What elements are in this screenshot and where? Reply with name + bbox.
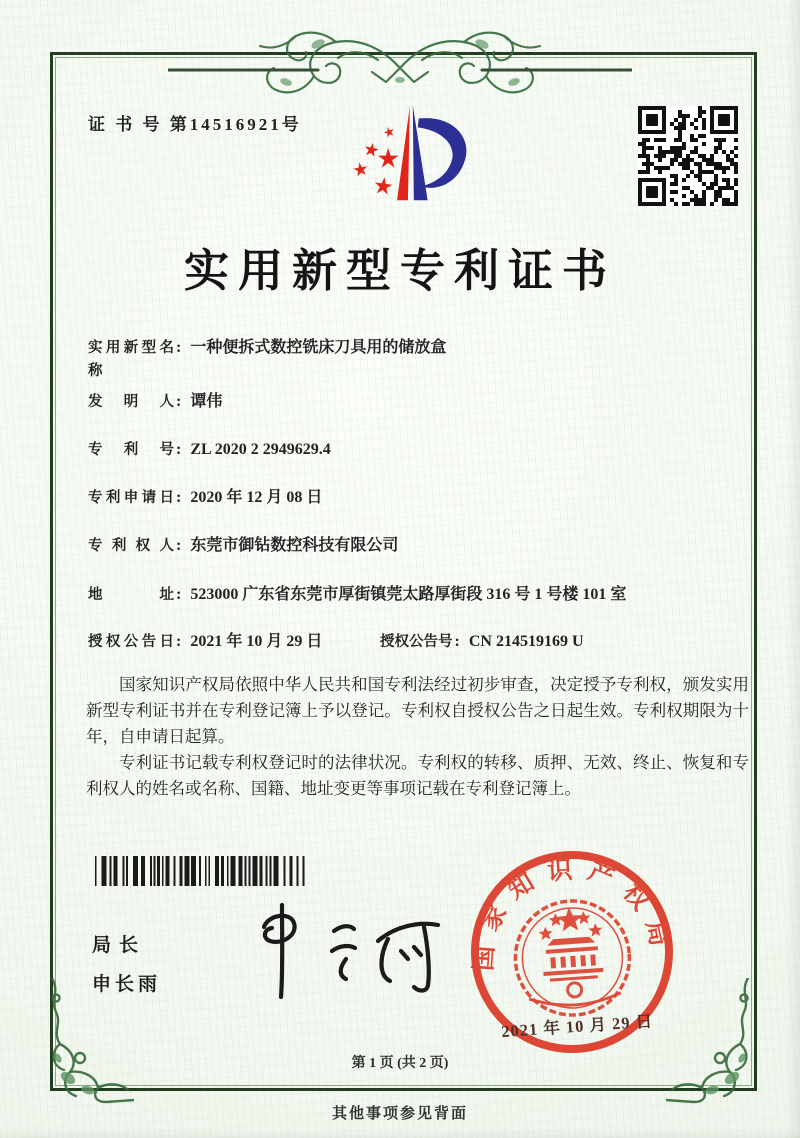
legal-statement — [86, 672, 749, 802]
field-label: 地址 — [88, 587, 174, 603]
field-value: 2020 年 12 月 08 日 — [190, 489, 323, 506]
field-inventor — [88, 390, 222, 414]
commissioner-title: 局长 — [92, 935, 147, 956]
field-grant-date-and-number — [88, 630, 750, 654]
field-colon: : — [176, 633, 182, 650]
qr-code-icon — [638, 106, 738, 206]
field-label: 授权公告日 — [88, 634, 174, 650]
field-grant-number — [380, 630, 584, 654]
field-label: 专利号 — [88, 442, 174, 458]
field-value: 谭伟 — [190, 393, 223, 410]
field-value: 523000 广东省东莞市厚街镇莞太路厚街段 316 号 1 号楼 101 室 — [190, 586, 627, 603]
cnipa-patent-logo-icon — [328, 90, 476, 218]
seal-date: 2021 年 10 月 29 日 — [500, 1011, 654, 1042]
field-value: 东莞市御钻数控科技有限公司 — [190, 537, 399, 554]
commissioner-name: 申长雨 — [92, 974, 162, 995]
seal-agency-text: 国家知识产权局 — [470, 856, 676, 972]
field-colon: : — [454, 633, 460, 650]
barcode-icon — [95, 856, 311, 886]
field-filing-date — [88, 486, 322, 510]
handwritten-signature-icon — [238, 893, 448, 1011]
field-colon: : — [176, 393, 182, 410]
field-label: 专利权人 — [88, 538, 174, 554]
field-colon: : — [176, 489, 182, 506]
page-number: 第 1 页 (共 2 页) — [351, 1056, 449, 1071]
field-patent-number — [88, 438, 331, 462]
field-label: 发明人 — [88, 394, 174, 410]
certificate-title: 实用新型专利证书 — [183, 246, 616, 296]
field-colon: : — [176, 537, 182, 554]
cnipa-red-seal-icon — [455, 839, 689, 1066]
legal-paragraph: 国家知识产权局依照中华人民共和国专利法经过初步审查，决定授予专利权，颁发实用新型专利证书并在专利登记簿上予以登记。专利权自授权公告之日起生效。专利权期限为十年，自申请日起算。 — [86, 675, 749, 746]
back-side-note: 其他事项参见背面 — [331, 1106, 468, 1122]
field-label: 实用新型名称 — [88, 340, 174, 379]
field-address — [88, 583, 626, 607]
field-value: ZL 2020 2 2949629.4 — [190, 441, 331, 458]
certificate-number: 证 书 号 第14516921号 — [88, 115, 302, 134]
field-patentee — [88, 534, 398, 558]
bottom-left-flourish-ornament-icon — [22, 978, 134, 1104]
field-value: 一种便拆式数控铣床刀具用的储放盒 — [190, 339, 447, 356]
field-colon: : — [176, 339, 182, 356]
field-colon: : — [176, 586, 182, 603]
field-label: 专利申请日 — [88, 490, 174, 506]
field-utility-model-name — [88, 336, 446, 383]
field-value: 2021 年 10 月 29 日 — [190, 633, 323, 650]
field-value: CN 214519169 U — [468, 633, 584, 650]
field-colon: : — [176, 441, 182, 458]
field-label: 授权公告号 — [380, 634, 453, 650]
legal-paragraph: 专利证书记载专利权登记时的法律状况。专利权的转移、质押、无效、终止、恢复和专利权人的姓名或名称、国籍、地址变更等事项记载在专利登记簿上。 — [86, 753, 749, 798]
